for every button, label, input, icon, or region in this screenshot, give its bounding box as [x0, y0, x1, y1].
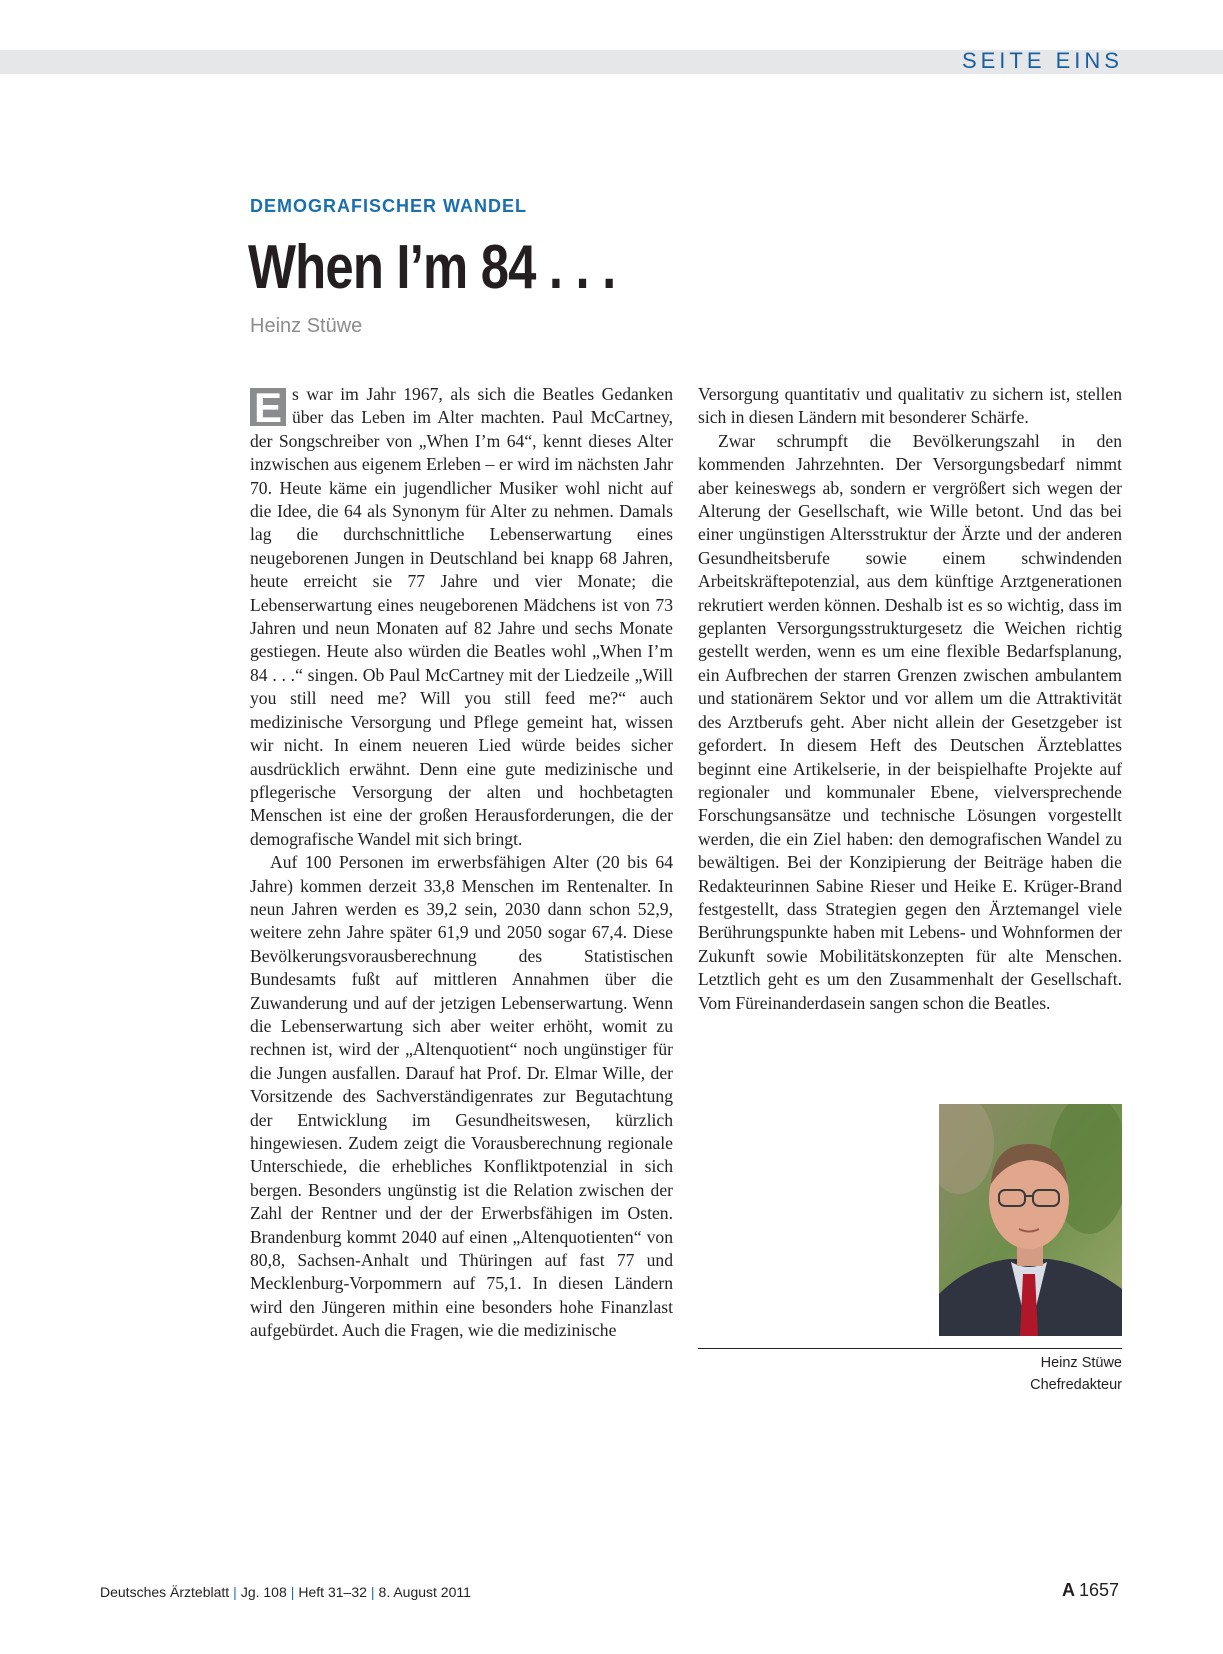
- footer-citation: [100, 1584, 471, 1600]
- drop-cap: E: [250, 388, 286, 426]
- caption-name: Heinz Stüwe: [1040, 1355, 1122, 1371]
- article-title: When I’m 84 . . .: [248, 233, 616, 302]
- section-label: SEITE EINS: [961, 48, 1123, 73]
- footer-separator: |: [233, 1584, 237, 1600]
- article-column-right: [698, 383, 1122, 1015]
- paragraph: Versorgung quantitativ und qualitativ zu sichern ist, stellen sich in diesen Ländern mit besonderer Schärfe.: [698, 384, 1122, 428]
- caption-divider: [698, 1348, 1122, 1349]
- article-kicker: DEMOGRAFISCHER WANDEL: [250, 196, 527, 216]
- paragraph: Auf 100 Personen im erwerbsfähigen Alter (20 bis 64 Jahre) kommen derzeit 33,8 Menschen im Rentenalter. In neun Jahren werden es 39,2 sein, 2030 dann schon 52,9, weitere zehn Jahre später 61,9 und 2050 sogar 67,4. Diese Bevölkerungsvorausberechnung des Statistischen Bundesamts fußt auf mittleren Annahmen über die Zuwanderung und auf der jetzigen Lebenserwartung. Wenn die Lebenserwartung sich aber weiter erhöht, womit zu rechnen ist, wird der „Altenquotient“ noch ungünstiger für die Jungen ausfallen. Darauf hat Prof. Dr. Elmar Wille, der Vorsitzende des Sachverständigenrates zur Begutachtung der Entwicklung im Gesundheitswesen, kürzlich hingewiesen. Zudem zeigt die Vorausberechnung regionale Unterschiede, die erhebliches Konfliktpotenzial in sich bergen. Besonders ungünstig ist die Relation zwischen der Zahl der Rentner und der der Erwerbsfähigen im Osten. Brandenburg kommt 2040 auf einen „Altenquotienten“ von 80,8, Sachsen-Anhalt und Thüringen auf fast 77 und Mecklenburg-Vorpommern auf 75,1. In diesen Ländern wird den Jüngeren mithin eine besonders hohe Finanzlast aufgebürdet. Auch die Fragen, wie die medizinische: [250, 852, 673, 1341]
- footer-separator: |: [370, 1584, 375, 1600]
- portrait-illustration: [939, 1104, 1122, 1336]
- page-prefix: A: [1061, 1580, 1075, 1600]
- footer-date: 8. August 2011: [378, 1584, 471, 1600]
- footer-issue: Heft 31–32: [298, 1584, 367, 1600]
- footer-separator: |: [290, 1584, 295, 1600]
- footer-volume: Jg. 108: [240, 1584, 287, 1600]
- paragraph-text: s war im Jahr 1967, als sich die Beatles Gedanken über das Leben im Alter machten. Paul McCartney, der Songschreiber von „When I’m 64“, kennt dieses Alter inzwischen aus eigenem Erleben – er wird im nächsten Jahr 70. Heute käme ein jugendlicher Musiker wohl nicht auf die Idee, die 64 als Synonym für Alter zu nehmen. Damals lag die durchschnittliche Lebenserwartung eines neugeborenen Jungen in Deutschland bei knapp 68 Jahren, heute erreicht sie 77 Jahre und vier Monate; die Lebenserwartung eines neugeborenen Mädchens ist von 73 Jahren und neun Monaten auf 82 Jahre und sechs Monate gestiegen. Heute also würden die Beatles wohl „When I’m 84 . . .“ singen. Ob Paul McCartney mit der Liedzeile „Will you still need me? Will you still feed me?“ auch medizinische Versorgung und Pflege gemeint hat, wissen wir nicht. In einem neueren Lied würde beides sicher ausdrücklich erwähnt. Denn eine gute medizinische und pflegerische Versorgung der alten und hochbetagten Menschen ist eine der großen Herausforderungen, die der demografische Wandel mit sich bringt.: [250, 384, 673, 849]
- photo-caption: [1030, 1352, 1122, 1396]
- page-number: [1062, 1580, 1119, 1601]
- article-column-left: [250, 383, 673, 1343]
- footer-journal: Deutsches Ärzteblatt: [100, 1584, 230, 1600]
- author-portrait-photo: [939, 1104, 1122, 1336]
- page-number-value: 1657: [1078, 1580, 1119, 1600]
- paragraph: [250, 383, 673, 851]
- paragraph: Zwar schrumpft die Bevölkerungszahl in den kommenden Jahrzehnten. Der Versorgungsbedarf nimmt aber keineswegs ab, sondern er vergrößert sich wegen der Alterung der Gesellschaft, wie Wille betont. Und das bei einer ungünstigen Altersstruktur der Ärzte und der anderen Gesundheitsberufe sowie einem schwindenden Arbeitskräftepotenzial, aus dem künftige Arztgenerationen rekrutiert werden können. Deshalb ist es so wichtig, dass im geplanten Versorgungsstrukturgesetz die Weichen richtig gestellt werden, wenn es um eine flexible Bedarfsplanung, ein Aufbrechen der starren Grenzen zwischen ambulantem und stationärem Sektor und vor allem um die Attraktivität des Arztberufs geht. Aber nicht allein der Gesetzgeber ist gefordert. In diesem Heft des Deutschen Ärzteblattes beginnt eine Artikelserie, in der beispielhafte Projekte auf regionaler und kommunaler Ebene, vielversprechende Forschungsansätze und technische Lösungen vorgestellt werden, die ein Ziel haben: den demografischen Wandel zu bewältigen. Bei der Konzipierung der Beiträge haben die Redakteurinnen Sabine Rieser und Heike E. Krüger-Brand festgestellt, dass Strategien gegen den Ärztemangel viele Berührungspunkte haben mit Lebens- und Wohnformen der Zukunft sowie Mobilitätskonzepten für alte Menschen. Letztlich geht es um den Zusammenhalt der Gesellschaft. Vom Füreinanderdasein sangen schon die Beatles.: [698, 430, 1122, 1013]
- caption-role: Chefredakteur: [1030, 1377, 1122, 1393]
- article-author: Heinz Stüwe: [250, 315, 363, 337]
